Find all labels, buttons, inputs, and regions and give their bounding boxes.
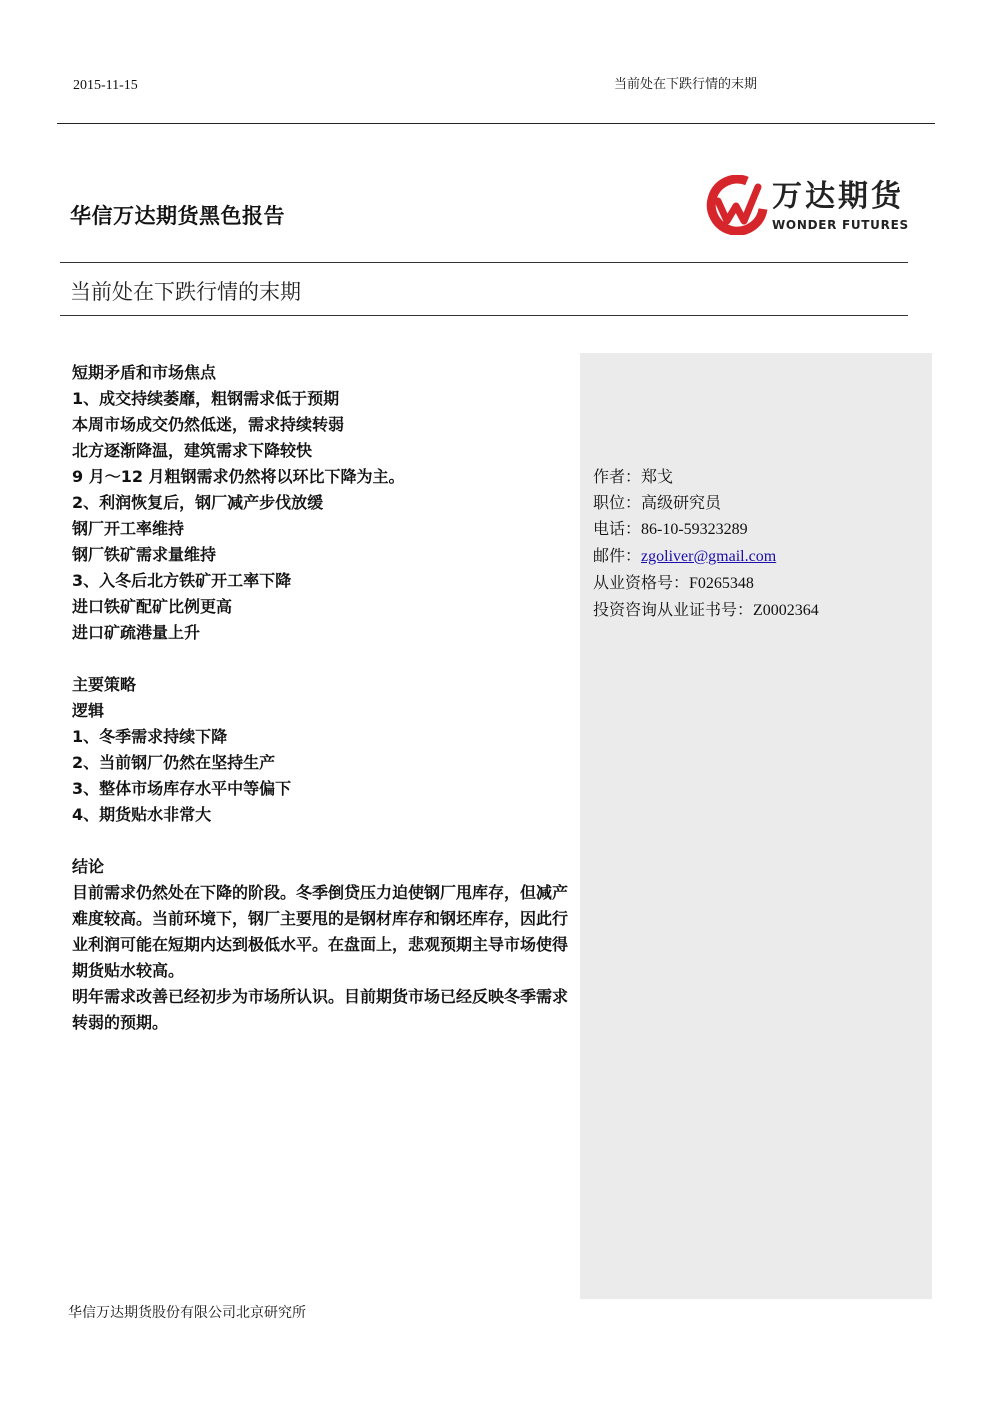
header-date: 2015-11-15 [73,78,138,93]
author-advisor-row [593,597,819,624]
footer-company: 华信万达期货股份有限公司北京研究所 [68,1305,306,1321]
conclusion-paragraph: 目前需求仍然处在下降的阶段。冬季倒贷压力迫使钢厂甩库存，但减产难度较高。当前环境下，钢厂主要甩的是钢材库存和钢坯库存，因此行业利润可能在短期内达到极低水平。在盘面上，悲观预期主导市场使得期货贴水较高。 [72,883,569,980]
author-name: 郑戈 [641,467,674,486]
summary-line: 北方逐渐降温，建筑需求下降较快 [72,441,313,460]
author-email-link[interactable]: zgoliver@gmail.com [641,548,777,565]
summary-line: 钢厂铁矿需求量维持 [72,545,217,564]
author-name-row [593,464,819,490]
conclusion-paragraph: 明年需求改善已经初步为市场所认识。目前期货市场已经反映冬季需求转弱的预期。 [72,987,569,1032]
author-title: 高级研究员 [641,493,722,512]
summary-line: 1、成交持续萎靡，粗钢需求低于预期 [72,389,340,408]
summary-line: 9 月～12 月粗钢需求仍然将以环比下降为主。 [72,467,405,486]
author-advisor-label: 投资咨询从业证书号： [593,600,754,619]
title-divider-top [60,262,908,263]
author-name-label: 作者： [593,467,642,486]
logo-text-cn: 万达期货 [772,179,904,214]
author-cert: F0265348 [689,575,754,592]
report-subtitle: 当前处在下跌行情的末期 [70,280,301,304]
logo-mark-icon [711,179,763,231]
author-phone-row [593,516,819,543]
author-email-row [593,543,819,570]
main-content [72,360,572,1036]
summary-line: 进口铁矿配矿比例更高 [72,597,233,616]
author-email-label: 邮件： [593,546,642,565]
strategy-item: 4、期货贴水非常大 [72,805,212,824]
author-title-row [593,490,819,516]
summary-heading: 短期矛盾和市场焦点 [72,363,217,382]
summary-line: 进口矿疏港量上升 [72,623,201,642]
summary-line: 钢厂开工率维持 [72,519,185,538]
title-divider-bottom [60,315,908,316]
strategy-heading: 主要策略 [72,675,137,694]
author-cert-row [593,570,819,597]
author-title-label: 职位： [593,493,642,512]
strategy-item: 2、当前钢厂仍然在坚持生产 [72,753,276,772]
strategy-item: 1、冬季需求持续下降 [72,727,228,746]
author-cert-label: 从业资格号： [593,573,690,592]
author-phone: 86-10-59323289 [641,521,748,538]
author-phone-label: 电话： [593,519,642,538]
summary-line: 3、入冬后北方铁矿开工率下降 [72,571,292,590]
summary-line: 2、利润恢复后，钢厂减产步伐放缓 [72,493,324,512]
conclusion-heading: 结论 [72,857,105,876]
strategy-item: 3、整体市场库存水平中等偏下 [72,779,292,798]
header-title: 当前处在下跌行情的末期 [614,77,758,92]
summary-line: 本周市场成交仍然低迷，需求持续转弱 [72,415,345,434]
header-divider [57,123,935,124]
author-info [593,464,819,624]
logic-heading: 逻辑 [72,701,105,720]
report-title: 华信万达期货黑色报告 [70,204,285,228]
logo-text-en: WONDER FUTURES [772,218,909,232]
author-advisor: Z0002364 [753,602,819,619]
